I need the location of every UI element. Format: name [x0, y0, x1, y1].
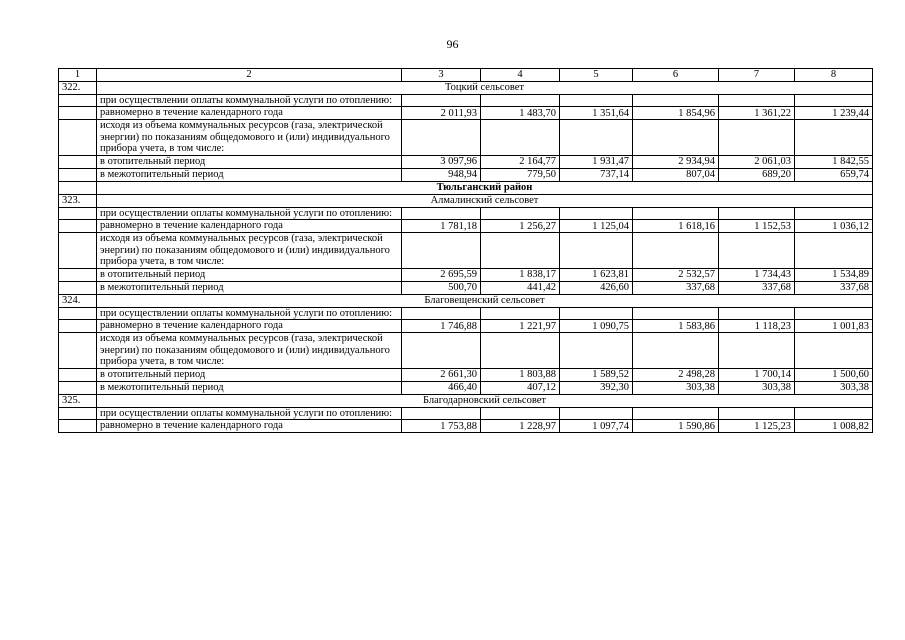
- value-cell: 1 001,83: [795, 320, 873, 333]
- row-description: равномерно в течение календарного года: [97, 107, 402, 120]
- value-cell: 1 589,52: [560, 368, 633, 381]
- empty-cell: [795, 94, 873, 107]
- empty-cell: [795, 120, 873, 156]
- label-row: [59, 407, 873, 420]
- value-cell: 407,12: [481, 381, 560, 394]
- empty-cell: [719, 94, 795, 107]
- row-description: при осуществлении оплаты коммунальной услуги по отоплению:: [97, 207, 402, 220]
- empty-cell: [59, 407, 97, 420]
- row-description: в отопительный период: [97, 268, 402, 281]
- column-number: 4: [481, 69, 560, 82]
- column-number: 6: [633, 69, 719, 82]
- empty-cell: [560, 307, 633, 320]
- value-cell: 1 361,22: [719, 107, 795, 120]
- empty-cell: [59, 120, 97, 156]
- value-cell: 1 931,47: [560, 155, 633, 168]
- data-row: [59, 107, 873, 120]
- row-description: в отопительный период: [97, 368, 402, 381]
- empty-cell: [481, 407, 560, 420]
- section-row: [59, 394, 873, 407]
- value-cell: 1 097,74: [560, 420, 633, 433]
- empty-cell: [59, 268, 97, 281]
- empty-cell: [719, 333, 795, 369]
- value-cell: 1 152,53: [719, 220, 795, 233]
- empty-cell: [59, 107, 97, 120]
- empty-cell: [481, 94, 560, 107]
- empty-cell: [719, 120, 795, 156]
- empty-cell: [402, 120, 481, 156]
- value-cell: 1 618,16: [633, 220, 719, 233]
- row-number: 324.: [59, 294, 97, 307]
- value-cell: 1 008,82: [795, 420, 873, 433]
- row-description: в межотопительный период: [97, 168, 402, 181]
- settlement-title: Благовещенский сельсовет: [97, 294, 873, 307]
- value-cell: 1 583,86: [633, 320, 719, 333]
- empty-cell: [59, 381, 97, 394]
- empty-cell: [719, 407, 795, 420]
- empty-cell: [402, 233, 481, 269]
- empty-cell: [481, 120, 560, 156]
- empty-cell: [795, 307, 873, 320]
- value-cell: 2 934,94: [633, 155, 719, 168]
- district-row: [59, 181, 873, 194]
- value-cell: 337,68: [719, 281, 795, 294]
- empty-cell: [560, 407, 633, 420]
- label-row: [59, 333, 873, 369]
- value-cell: 807,04: [633, 168, 719, 181]
- value-cell: 1 753,88: [402, 420, 481, 433]
- empty-cell: [719, 307, 795, 320]
- value-cell: 2 695,59: [402, 268, 481, 281]
- value-cell: 1 125,23: [719, 420, 795, 433]
- label-row: [59, 307, 873, 320]
- empty-cell: [59, 220, 97, 233]
- row-description: при осуществлении оплаты коммунальной услуги по отоплению:: [97, 407, 402, 420]
- settlement-title: Тоцкий сельсовет: [97, 81, 873, 94]
- empty-cell: [633, 307, 719, 320]
- empty-cell: [59, 420, 97, 433]
- row-number: 322.: [59, 81, 97, 94]
- empty-cell: [59, 233, 97, 269]
- value-cell: 2 661,30: [402, 368, 481, 381]
- empty-cell: [59, 368, 97, 381]
- value-cell: 1 590,86: [633, 420, 719, 433]
- data-row: [59, 368, 873, 381]
- value-cell: 1 090,75: [560, 320, 633, 333]
- empty-cell: [633, 333, 719, 369]
- value-cell: 2 164,77: [481, 155, 560, 168]
- column-number: 5: [560, 69, 633, 82]
- empty-cell: [560, 233, 633, 269]
- empty-cell: [59, 333, 97, 369]
- row-description: исходя из объема коммунальных ресурсов (газа, электрической энергии) по показаниям общедомового и (или) индивидуального прибора учета, в том числе:: [97, 233, 402, 269]
- page-number: 96: [446, 37, 459, 51]
- value-cell: 1 221,97: [481, 320, 560, 333]
- tariff-table: [58, 68, 873, 433]
- empty-cell: [633, 94, 719, 107]
- empty-cell: [59, 168, 97, 181]
- value-cell: 3 097,96: [402, 155, 481, 168]
- row-number: 325.: [59, 394, 97, 407]
- data-row: [59, 155, 873, 168]
- value-cell: 303,38: [795, 381, 873, 394]
- value-cell: 303,38: [719, 381, 795, 394]
- empty-cell: [59, 307, 97, 320]
- empty-cell: [402, 94, 481, 107]
- empty-cell: [481, 333, 560, 369]
- value-cell: 1 623,81: [560, 268, 633, 281]
- empty-cell: [402, 407, 481, 420]
- column-number: 7: [719, 69, 795, 82]
- value-cell: 426,60: [560, 281, 633, 294]
- data-row: [59, 420, 873, 433]
- row-description: исходя из объема коммунальных ресурсов (газа, электрической энергии) по показаниям общедомового и (или) индивидуального прибора учета, в том числе:: [97, 120, 402, 156]
- row-description: при осуществлении оплаты коммунальной услуги по отоплению:: [97, 307, 402, 320]
- empty-cell: [795, 407, 873, 420]
- value-cell: 1 483,70: [481, 107, 560, 120]
- value-cell: 1 842,55: [795, 155, 873, 168]
- data-row: [59, 168, 873, 181]
- value-cell: 466,40: [402, 381, 481, 394]
- empty-cell: [481, 307, 560, 320]
- value-cell: 392,30: [560, 381, 633, 394]
- empty-cell: [795, 233, 873, 269]
- district-title: Тюльганский район: [97, 181, 873, 194]
- row-description: в межотопительный период: [97, 281, 402, 294]
- empty-cell: [481, 233, 560, 269]
- row-description: равномерно в течение календарного года: [97, 220, 402, 233]
- value-cell: 2 498,28: [633, 368, 719, 381]
- label-row: [59, 120, 873, 156]
- value-cell: 1 500,60: [795, 368, 873, 381]
- value-cell: 689,20: [719, 168, 795, 181]
- value-cell: 737,14: [560, 168, 633, 181]
- section-row: [59, 194, 873, 207]
- value-cell: 1 838,17: [481, 268, 560, 281]
- empty-cell: [402, 207, 481, 220]
- empty-cell: [59, 155, 97, 168]
- value-cell: 337,68: [795, 281, 873, 294]
- empty-cell: [59, 281, 97, 294]
- value-cell: 948,94: [402, 168, 481, 181]
- value-cell: 659,74: [795, 168, 873, 181]
- value-cell: 2 532,57: [633, 268, 719, 281]
- row-description: исходя из объема коммунальных ресурсов (газа, электрической энергии) по показаниям общедомового и (или) индивидуального прибора учета, в том числе:: [97, 333, 402, 369]
- empty-cell: [59, 320, 97, 333]
- value-cell: 1 125,04: [560, 220, 633, 233]
- value-cell: 2 061,03: [719, 155, 795, 168]
- data-row: [59, 381, 873, 394]
- row-description: при осуществлении оплаты коммунальной услуги по отоплению:: [97, 94, 402, 107]
- empty-cell: [795, 333, 873, 369]
- value-cell: 1 118,23: [719, 320, 795, 333]
- row-number: 323.: [59, 194, 97, 207]
- empty-cell: [633, 207, 719, 220]
- section-row: [59, 294, 873, 307]
- value-cell: 1 700,14: [719, 368, 795, 381]
- data-row: [59, 268, 873, 281]
- label-row: [59, 233, 873, 269]
- row-description: в межотопительный период: [97, 381, 402, 394]
- value-cell: 1 036,12: [795, 220, 873, 233]
- value-cell: 500,70: [402, 281, 481, 294]
- empty-cell: [481, 207, 560, 220]
- empty-cell: [402, 307, 481, 320]
- empty-cell: [59, 94, 97, 107]
- empty-cell: [402, 333, 481, 369]
- empty-cell: [560, 120, 633, 156]
- column-number: 1: [59, 69, 97, 82]
- value-cell: 779,50: [481, 168, 560, 181]
- data-row: [59, 220, 873, 233]
- label-row: [59, 94, 873, 107]
- value-cell: 337,68: [633, 281, 719, 294]
- column-number: 8: [795, 69, 873, 82]
- empty-cell: [560, 94, 633, 107]
- value-cell: 1 803,88: [481, 368, 560, 381]
- section-row: [59, 81, 873, 94]
- empty-cell: [719, 207, 795, 220]
- value-cell: 1 256,27: [481, 220, 560, 233]
- empty-cell: [633, 407, 719, 420]
- value-cell: 441,42: [481, 281, 560, 294]
- value-cell: 1 781,18: [402, 220, 481, 233]
- empty-cell: [795, 207, 873, 220]
- value-cell: 1 239,44: [795, 107, 873, 120]
- value-cell: 1 534,89: [795, 268, 873, 281]
- data-row: [59, 281, 873, 294]
- value-cell: 303,38: [633, 381, 719, 394]
- label-row: [59, 207, 873, 220]
- empty-cell: [560, 333, 633, 369]
- value-cell: 1 746,88: [402, 320, 481, 333]
- value-cell: 1 854,96: [633, 107, 719, 120]
- empty-cell: [719, 233, 795, 269]
- empty-cell: [59, 207, 97, 220]
- empty-cell: [560, 207, 633, 220]
- settlement-title: Алмалинский сельсовет: [97, 194, 873, 207]
- column-number: 3: [402, 69, 481, 82]
- column-number: 2: [97, 69, 402, 82]
- value-cell: 1 734,43: [719, 268, 795, 281]
- empty-cell: [633, 120, 719, 156]
- row-description: равномерно в течение календарного года: [97, 420, 402, 433]
- value-cell: 1 228,97: [481, 420, 560, 433]
- empty-cell: [59, 181, 97, 194]
- value-cell: 1 351,64: [560, 107, 633, 120]
- settlement-title: Благодарновский сельсовет: [97, 394, 873, 407]
- data-row: [59, 320, 873, 333]
- column-number-header: [59, 69, 873, 82]
- value-cell: 2 011,93: [402, 107, 481, 120]
- row-description: равномерно в течение календарного года: [97, 320, 402, 333]
- row-description: в отопительный период: [97, 155, 402, 168]
- empty-cell: [633, 233, 719, 269]
